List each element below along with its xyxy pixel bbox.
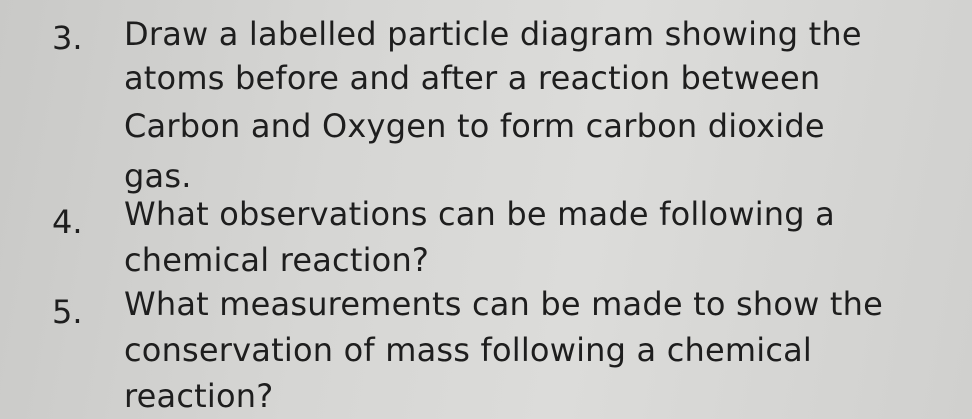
question-text-line: chemical reaction? [124,241,430,279]
question-text-line: reaction? [124,377,274,415]
question-text-line: gas. [124,157,192,195]
question-text-line: conservation of mass following a chemical [124,331,813,369]
question-number: 4. [52,203,83,241]
question-text-line: Draw a labelled particle diagram showing the [124,15,862,53]
question-number: 5. [52,293,83,331]
question-number: 3. [52,19,83,57]
question-text-line: What observations can be made following a [124,195,835,233]
question-text-line: What measurements can be made to show the [124,285,884,323]
question-text-line: Carbon and Oxygen to form carbon dioxide [124,107,825,145]
question-text-line: atoms before and after a reaction between [124,59,821,97]
